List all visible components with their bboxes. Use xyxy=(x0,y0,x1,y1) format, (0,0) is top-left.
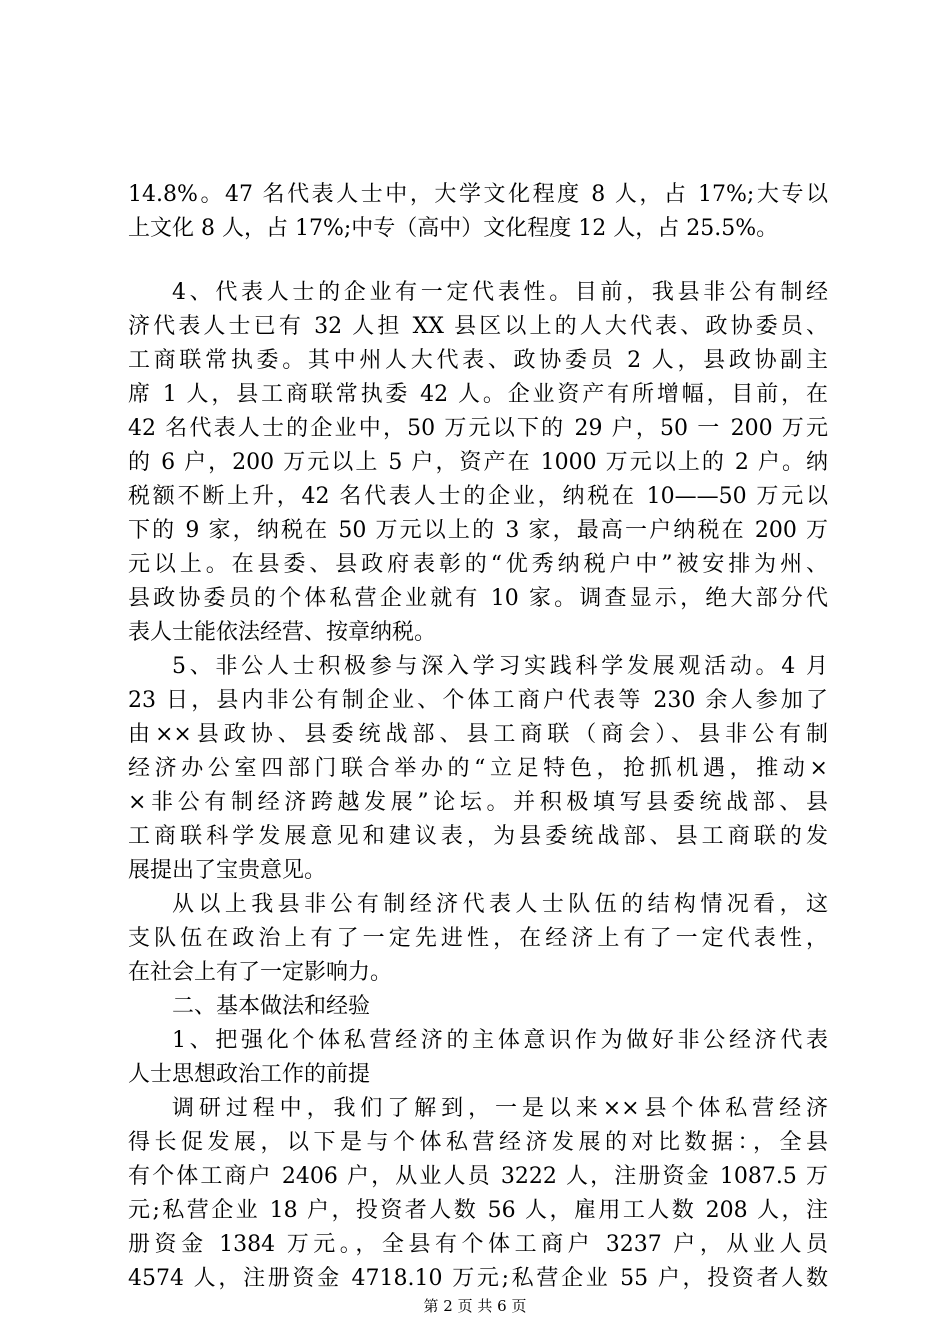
text-line: 展提出了宝贵意见。 xyxy=(128,858,327,883)
text-line: 上文化 8 人，占 17%;中专（高中）文化程度 12 人，占 25.5%。 xyxy=(128,216,779,241)
text-line: 由××县政协、县委统战部、县工商联（商会）、县非公有制 xyxy=(128,722,828,747)
document-body xyxy=(128,178,828,1296)
text-line: 调研过程中，我们了解到，一是以来××县个体私营经济 xyxy=(172,1096,828,1121)
text-line: 济代表人士已有 32 人担 XX 县区以上的人大代表、政协委员、 xyxy=(128,314,828,339)
text-line: 工商联常执委。其中州人大代表、政协委员 2 人，县政协副主 xyxy=(128,348,828,373)
text-line: 人士思想政治工作的前提 xyxy=(128,1062,371,1087)
text-line: 经济办公室四部门联合举办的“立足特色，抢抓机遇，推动× xyxy=(128,756,828,781)
text-line: 元;私营企业 18 户，投资者人数 56 人，雇用工人数 208 人，注 xyxy=(128,1198,828,1223)
text-line: 支队伍在政治上有了一定先进性，在经济上有了一定代表性， xyxy=(128,926,828,951)
text-line: 在社会上有了一定影响力。 xyxy=(128,960,393,985)
text-line: 册资金 1384 万元。，全县有个体工商户 3237 户，从业人员 xyxy=(128,1232,828,1257)
text-line: 元以上。在县委、县政府表彰的“优秀纳税户中”被安排为州、 xyxy=(128,552,828,577)
text-line: 14.8%。47 名代表人士中，大学文化程度 8 人，占 17%;大专以 xyxy=(128,182,828,207)
text-line: ×非公有制经济跨越发展”论坛。并积极填写县委统战部、县 xyxy=(128,790,828,815)
text-line: 1、把强化个体私营经济的主体意识作为做好非公经济代表 xyxy=(172,1028,828,1053)
text-line: 席 1 人，县工商联常执委 42 人。企业资产有所增幅，目前，在 xyxy=(128,382,828,407)
text-line: 得长促发展，以下是与个体私营经济发展的对比数据：，全县 xyxy=(128,1130,828,1155)
page-number-footer: 第 2 页 共 6 页 xyxy=(423,1297,527,1315)
text-line: 23 日，县内非公有制企业、个体工商户代表等 230 余人参加了 xyxy=(128,688,828,713)
text-line: 下的 9 家，纳税在 50 万元以上的 3 家，最高一户纳税在 200 万 xyxy=(128,518,828,543)
text-line: 的 6 户，200 万元以上 5 户，资产在 1000 万元以上的 2 户。纳 xyxy=(128,450,828,475)
text-line: 县政协委员的个体私营企业就有 10 家。调查显示，绝大部分代 xyxy=(128,586,828,611)
text-line: 有个体工商户 2406 户，从业人员 3222 人，注册资金 1087.5 万 xyxy=(128,1164,828,1189)
text-line: 从以上我县非公有制经济代表人士队伍的结构情况看，这 xyxy=(172,892,828,917)
text-line: 工商联科学发展意见和建议表，为县委统战部、县工商联的发 xyxy=(128,824,828,849)
paragraph-gap xyxy=(128,246,828,276)
section-heading: 二、基本做法和经验 xyxy=(172,994,371,1019)
text-line: 税额不断上升，42 名代表人士的企业，纳税在 10——50 万元以 xyxy=(128,484,828,509)
text-line: 5、非公人士积极参与深入学习实践科学发展观活动。4 月 xyxy=(172,654,828,679)
text-line: 4、代表人士的企业有一定代表性。目前，我县非公有制经 xyxy=(172,280,828,305)
text-line: 4574 人，注册资金 4718.10 万元;私营企业 55 户，投资者人数 xyxy=(128,1266,828,1291)
text-line: 42 名代表人士的企业中，50 万元以下的 29 户，50 一 200 万元 xyxy=(128,416,828,441)
text-line: 表人士能依法经营、按章纳税。 xyxy=(128,620,437,645)
